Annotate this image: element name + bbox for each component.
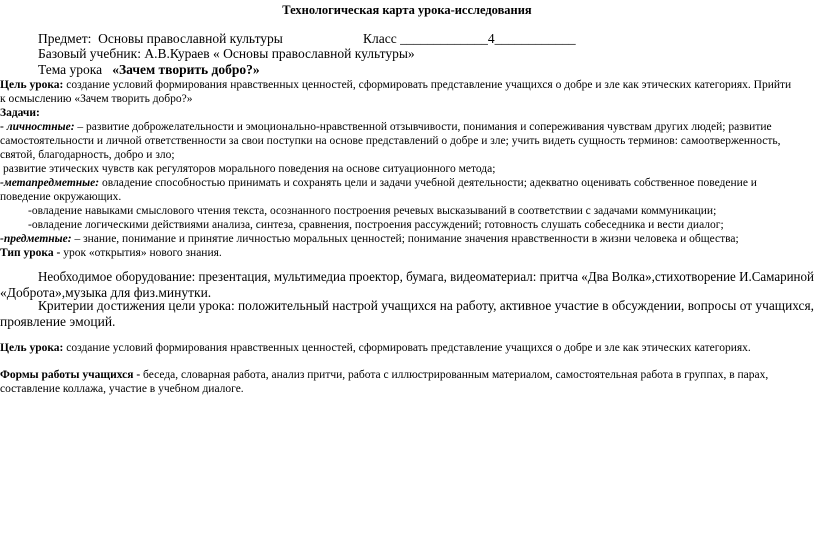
goal-repeat-line [0,341,751,355]
meta-line-1 [0,176,757,190]
meta-line-4: -овладение логическими действиями анализа, синтеза, сравнения, построения рассуждений; готовность слушать собеседника и вести диалог; [28,219,724,231]
class-value: 4 [487,31,495,46]
subject-tasks-line [0,232,739,246]
goal-line-1 [0,78,791,92]
forms-line-2: составление коллажа, участие в учебном диалоге. [0,383,244,395]
class-line [363,31,576,47]
goal-repeat-label: Цель урока: [0,342,64,354]
lesson-type-line [0,246,222,260]
subject-value: Основы православной культуры [98,31,283,46]
meta-line-3: -овладение навыками смыслового чтения текста, осознанного построения речевых высказываний в соответствии с задачами коммуникации; [28,205,717,217]
personal-text-1: – развитие доброжелательности и эмоционально-нравственной отзывчивости, понимания и сопереживания чувствам других людей; развитие [77,121,772,133]
meta-text-1: овладение способностью принимать и сохранять цели и задачи учебной деятельности; адекватно оценивать собственное поведение и [101,177,757,189]
equipment-line-2: «Доброта»,музыка для физ.минутки. [0,285,212,300]
class-blank-before: _____________ [400,31,488,46]
class-blank-after: ____________ [494,31,576,46]
page-title: Технологическая карта урока-исследования [282,3,532,17]
subject-tasks-text: – знание, понимание и принятие личностью моральных ценностей; понимание значения нравственности в жизни человека и общества; [74,233,739,245]
personal-line-3: святой, благодарность, добро и зло; [0,149,175,161]
personal-line-1 [0,120,772,134]
forms-text-1: беседа, словарная работа, анализ притчи, работа с иллюстрированным материалом, самостоятельная работа в группах, в парах, [143,369,769,381]
goal-label: Цель урока: [0,79,64,91]
subject-line [38,31,283,47]
lesson-type-label: Тип урока - [0,247,61,259]
topic-label: Тема урока [38,62,103,77]
personal-prefix: - [0,121,4,133]
subject-tasks-label: -предметные: [0,233,72,245]
tasks-label: Задачи: [0,107,40,119]
goal-line-2: к осмыслению «Зачем творить добро?» [0,93,193,105]
personal-line-4: развитие этических чувств как регуляторов морального поведения на основе ситуационного метода; [3,163,496,175]
goal-text-1: создание условий формирования нравственных ценностей, сформировать представление учащихся о добре и зле как этических категориях. Прийти [66,79,792,91]
lesson-type-value: урок «открытия» нового знания. [63,247,222,259]
topic-value: «Зачем творить добро?» [112,62,260,77]
personal-line-2: самостоятельности и личной ответственности за свои поступки на основе представлений о добре и зле; учить видеть сущность терминов: самоотверженность, [0,135,781,147]
equipment-line-1: Необходимое оборудование: презентация, мультимедиа проектор, бумага, видеоматериал: притча «Два Волка»,стихотворение И.Самариной [38,269,815,284]
class-label: Класс [363,31,397,46]
forms-line-1 [0,368,768,382]
meta-label: -метапредметные: [0,177,100,189]
subject-label: Предмет: [38,31,92,46]
forms-label: Формы работы учащихся - [0,369,141,381]
personal-label: личностные: [6,121,75,133]
topic-line [38,62,260,78]
goal-repeat-text: создание условий формирования нравственных ценностей, сформировать представление учащихся о добре и зле как этических категориях. [66,342,751,354]
criteria-line-1: Критерии достижения цели урока: положительный настрой учащихся на работу, активное участие в обсуждении, вопросы от учащихся, [38,298,814,313]
meta-line-2: поведение окружающих. [0,191,122,203]
textbook-line: Базовый учебник: А.В.Кураев « Основы православной культуры» [38,46,415,61]
criteria-line-2: проявление эмоций. [0,314,116,329]
